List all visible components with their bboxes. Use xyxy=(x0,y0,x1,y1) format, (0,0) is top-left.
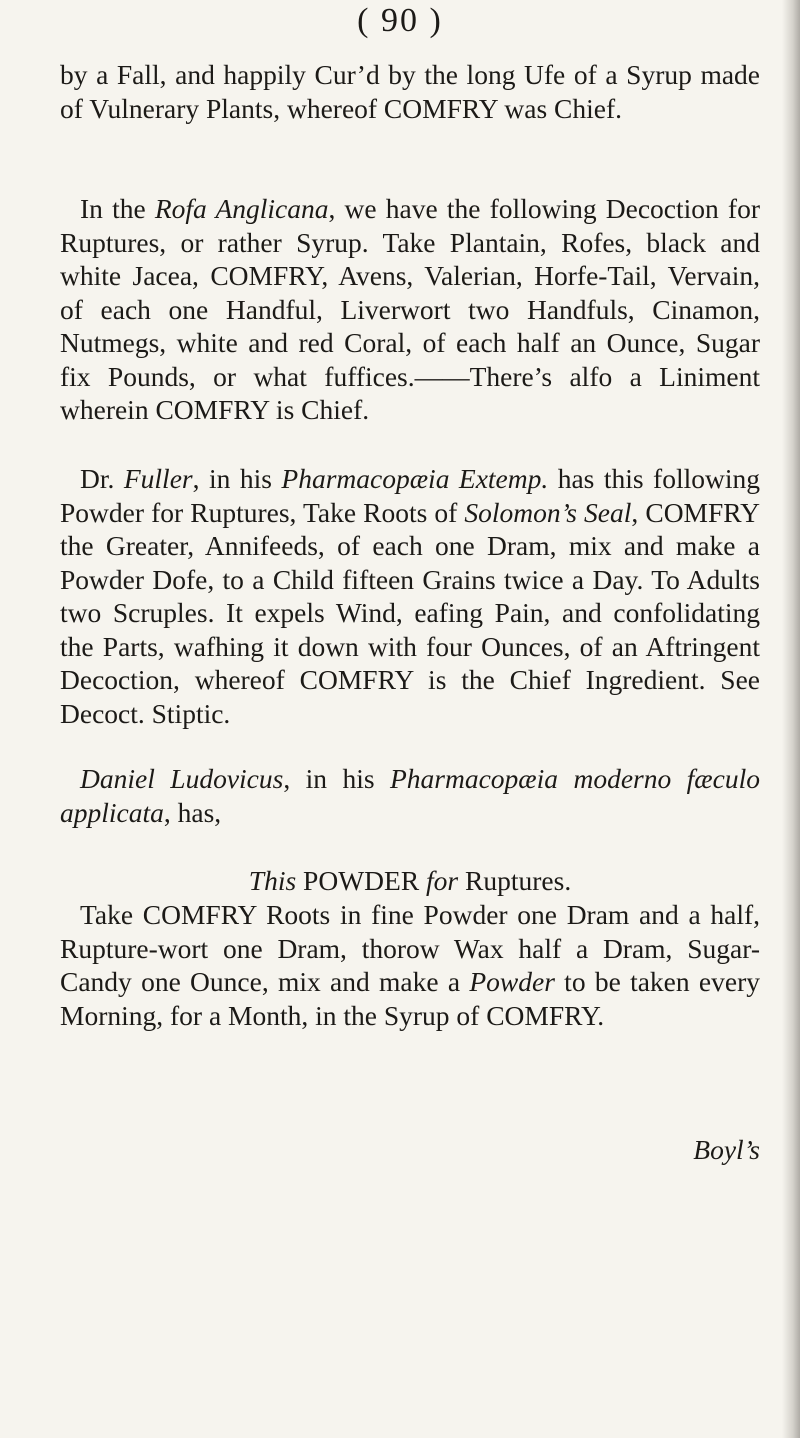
paragraph-continuation: by a Fall, and happily Cur’d by the long Ufe of a Syrup made of Vulnerary Plants, whereof COMFRY was Chief. xyxy=(60,59,760,124)
p5-powder: Powder xyxy=(469,966,555,997)
heading-ruptures: Ruptures. xyxy=(458,865,572,896)
page-edge-shadow xyxy=(782,0,800,1438)
p3-author: Fuller xyxy=(123,463,193,494)
page-number: ( 90 ) xyxy=(357,2,443,39)
p3-solomons-seal: Solomon’s Seal xyxy=(464,496,632,528)
p2-intro: In the xyxy=(80,193,155,224)
p5-text-2: to be taken every Morning, for a Month, in the Syrup of COMFRY. xyxy=(60,966,760,1031)
p3-text-1: has this following Powder for Ruptures, Take Roots of xyxy=(60,463,760,528)
p4-mid: , in his xyxy=(283,763,390,794)
catchword: Boyl’s xyxy=(693,1134,760,1165)
p3-source-title: Pharmacopæia Extemp. xyxy=(281,463,549,494)
paragraph-ludovicus xyxy=(60,762,760,829)
p3-intro: Dr. xyxy=(80,463,124,494)
p3-text-2: , COMFRY the Greater, Annifeeds, of each one Dram, mix and make a Powder Dofe, to a Child fifteen Grains twice a Day. To Adults two Scruples. It expels Wind, eafing Pain, and confolidating the Parts, wafhing it down with four Ounces, of an Aftringent Decoction, whereof COMFRY is the Chief Ingredient. See Decoct. Stiptic. xyxy=(60,496,760,729)
heading-for: for xyxy=(426,865,459,896)
p5-text-1: Take COMFRY Roots in fine Powder one Dram and a half, Rupture-wort one Dram, thorow Wax half a Dram, Sugar-Candy one Ounce, mix and make a xyxy=(60,899,760,997)
p2-text: , we have the following Decoction for Ruptures, or rather Syrup. Take Plantain, Rofes, black and white Jacea, COMFRY, Avens, Valerian, Horfe-Tail, Vervain, of each one Handful, Liverwort two Handfuls, Cinamon, Nutmegs, white and red Coral, of each half an Ounce, Sugar fix Pounds, or what fuffices.——There’s alfo a Liniment wherein COMFRY is Chief. xyxy=(60,193,760,425)
p4-author: Daniel Ludovicus xyxy=(80,763,284,794)
p3-mid: , in his xyxy=(192,463,282,494)
recipe-heading xyxy=(60,864,760,898)
p4-end: , has, xyxy=(163,796,222,828)
heading-powder: POWDER xyxy=(296,865,427,896)
heading-this: This xyxy=(248,865,297,896)
p4-source-title: Pharmacopæia moderno fæculo applicata xyxy=(60,763,760,828)
p2-source-title: Rofa Anglicana xyxy=(154,193,329,224)
paragraph-recipe xyxy=(60,898,760,1032)
paragraph-rosa-anglicana xyxy=(60,192,760,427)
paragraph-fuller xyxy=(60,462,760,730)
